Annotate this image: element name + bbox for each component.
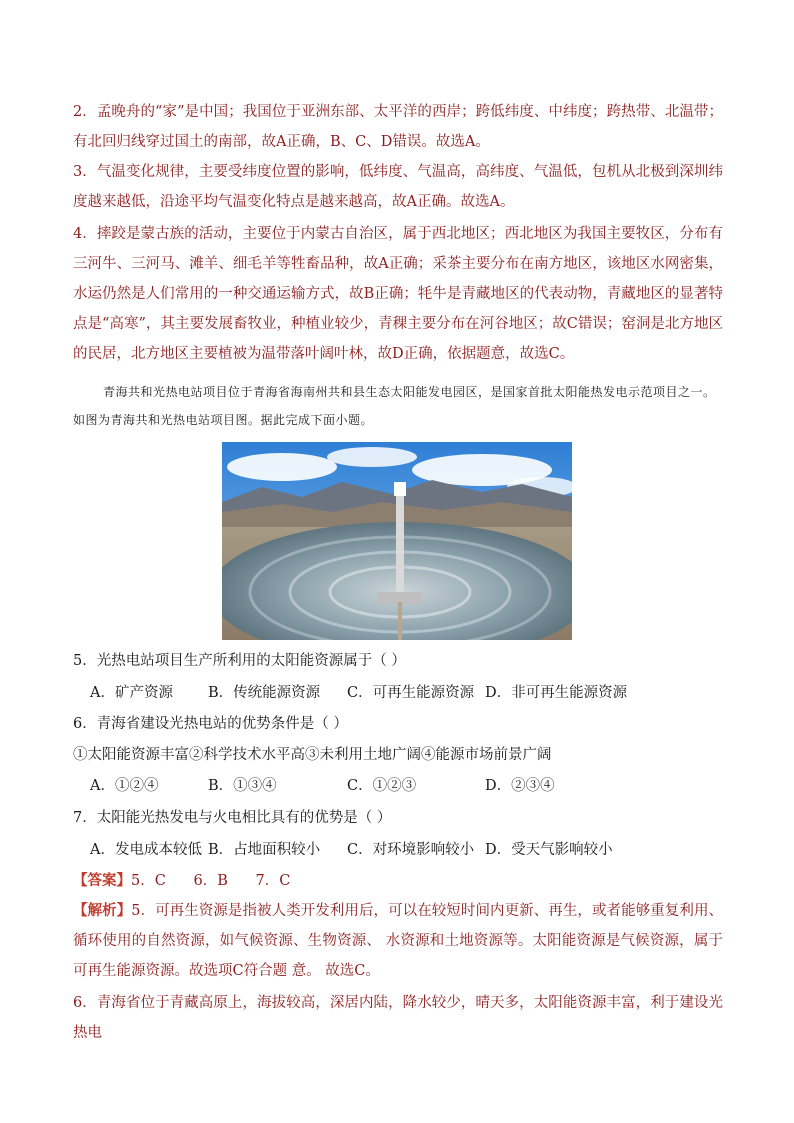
question-6-conditions: ①太阳能资源丰富②科学技术水平高③未利用土地广阔④能源市场前景广阔 [73,747,552,763]
analysis-paragraph-5 [73,896,723,986]
q7-option-d: D．受天气影响较小 [485,842,613,858]
analysis-paragraph-6: 6．青海省位于青藏高原上，海拔较高，深居内陆，降水较少，晴天多，太阳能资源丰富，利于建设光热电 [73,995,723,1041]
question-7-stem: 7．太阳能光热发电与火电相比具有的优势是（ ） [73,810,392,826]
answer-paragraph-2: 2．孟晚舟的“家”是中国；我国位于亚洲东部、太平洋的西岸；跨低纬度、中纬度；跨热带、北温带；有北回归线穿过国土的南部，故A正确，B、C、D错误。故选A。 [73,104,723,150]
solar-thermal-tower-photo [222,442,572,640]
answer-tag: 【答案】 [73,872,131,889]
q6-option-c: C．①②③ [347,778,417,794]
q6-option-b: B．①③④ [208,778,277,794]
q7-option-c: C．对环境影响较小 [347,842,475,858]
q5-option-a: A．矿产资源 [90,685,173,701]
question-6-stem: 6．青海省建设光热电站的优势条件是（ ） [73,716,348,732]
q5-option-b: B．传统能源资源 [208,685,321,701]
q6-option-d: D．②③④ [485,778,555,794]
question-5-stem: 5．光热电站项目生产所利用的太阳能资源属于（ ） [73,653,406,669]
passage-intro: 青海共和光热电站项目位于青海省海南州共和县生态太阳能发电园区，是国家首批太阳能热发电示范项目之一。如图为青海共和光热电站项目图。据此完成下面小题。 [73,385,716,427]
answer-paragraph-4: 4．摔跤是蒙古族的活动，主要位于内蒙古自治区，属于西北地区；西北地区为我国主要牧区，分布有三河牛、三河马、滩羊、细毛羊等牲畜品种，故A正确；采茶主要分布在南方地区，该地区水网密集，水运仍然是人们常用的一种交通运输方式，故B正确；牦牛是青藏地区的代表动物，青藏地区的显著特点是“高寒”，其主要发展畜牧业，种植业较少，青稞主要分布在河谷地区；故C错误；窑洞是北方地区的民居，北方地区主要植被为温带落叶阔叶林，故D正确，依据题意，故选C。 [73,226,723,362]
analysis-tag: 【解析】 [73,902,132,919]
photo-image [222,442,572,640]
answer-text: 5．C 6．B 7．C [131,873,291,889]
q5-option-c: C．可再生能源资源 [347,685,475,701]
q7-option-a: A．发电成本较低 [90,842,202,858]
q7-option-b: B．占地面积较小 [208,842,321,858]
analysis-text-5: 5．可再生资源是指被人类开发利用后，可以在较短时间内更新、再生，或者能够重复利用、循环使用的自然资源，如气候资源、生物资源、 水资源和土地资源等。太阳能资源是气候资源，属于可再生能源资源。故选项C符合题 意。 故选C。 [73,903,724,979]
q5-option-d: D．非可再生能源资源 [485,685,628,701]
answer-line [73,866,290,896]
q6-option-a: A．①②④ [90,778,159,794]
answer-paragraph-3: 3．气温变化规律，主要受纬度位置的影响，低纬度、气温高，高纬度、气温低，包机从北极到深圳纬度越来越低，沿途平均气温变化特点是越来越高，故A正确。故选A。 [73,164,723,210]
